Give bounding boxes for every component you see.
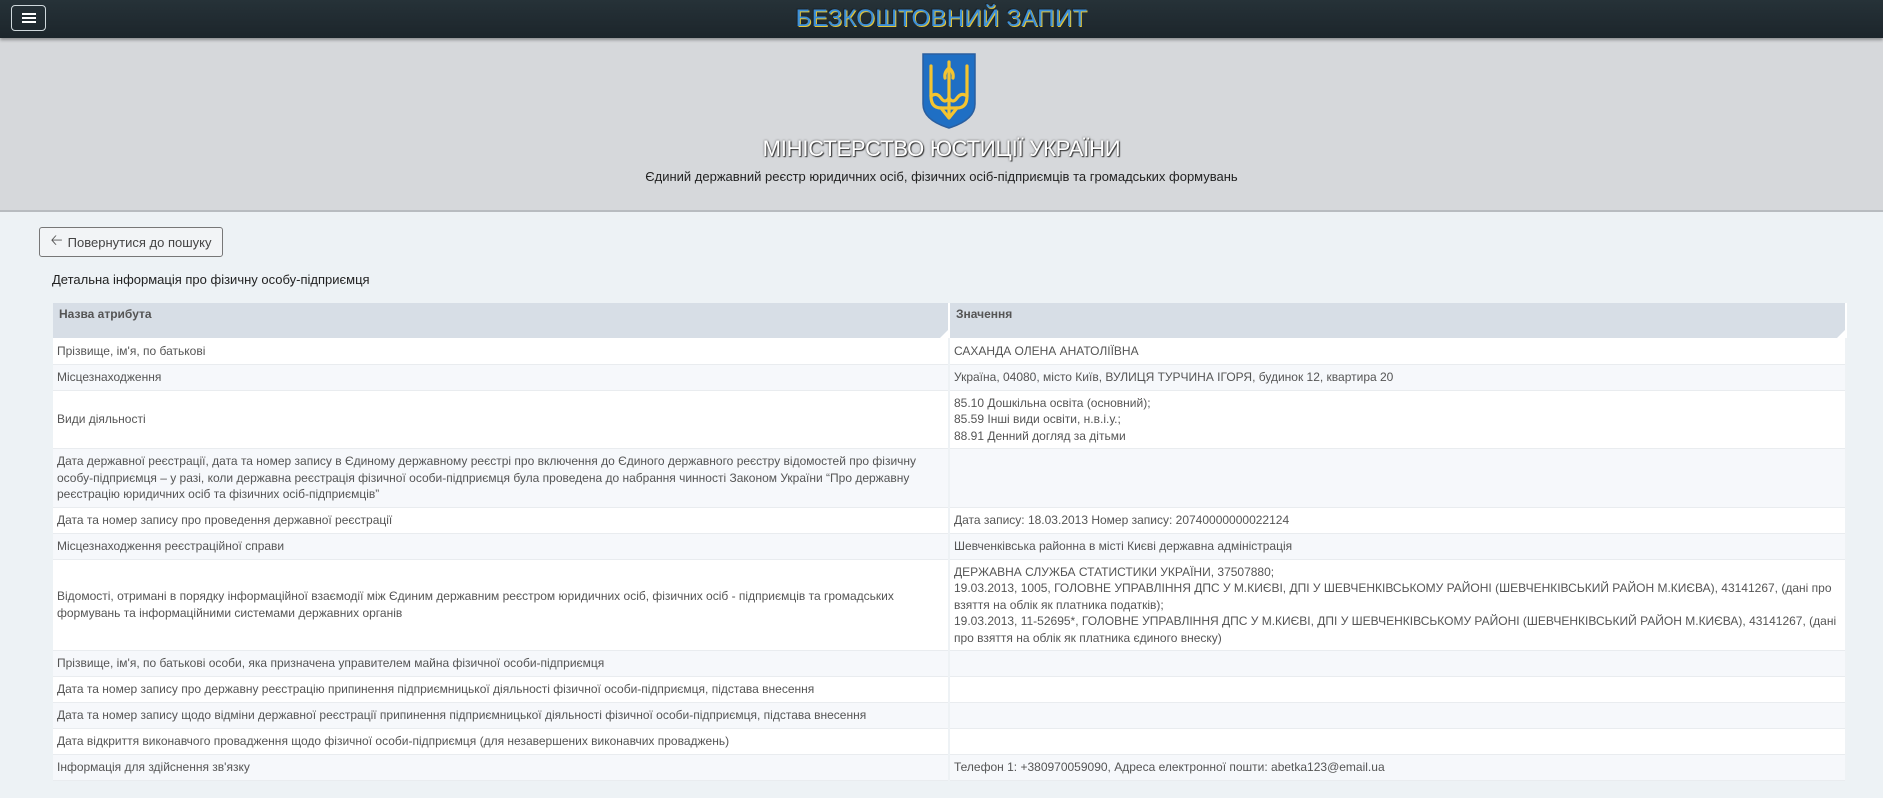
attribute-cell: Види діяльності: [53, 390, 949, 449]
value-line: 19.03.2013, 1005, ГОЛОВНЕ УПРАВЛІННЯ ДПС У М.КИЄВІ, ДПІ У ШЕВЧЕНКІВСЬКОМУ РАЙОНІ (ШЕВЧЕНКІВСЬКИЙ РАЙОН М.КИЄВА), 43141267, (дані про взяття на облік як платника податків);: [954, 581, 1832, 612]
value-cell: [949, 677, 1846, 703]
table-row: [53, 533, 1846, 559]
page-header-title: БЕЗКОШТОВНИЙ ЗАПИТ: [795, 5, 1088, 32]
value-line: Дата запису: 18.03.2013 Номер запису: 20740000000022124: [954, 512, 1290, 527]
attribute-cell: Прізвище, ім'я, по батькові: [53, 338, 949, 364]
attribute-cell: Місцезнаходження реєстраційної справи: [53, 533, 949, 559]
value-cell: [949, 449, 1846, 508]
value-line: 85.59 Інші види освіти, н.в.і.у.;: [954, 412, 1121, 426]
value-cell: [949, 533, 1846, 559]
section-title: Детальна інформація про фізичну особу-підприємця: [52, 272, 370, 287]
table-row: [53, 449, 1846, 508]
value-line: 19.03.2013, 11-52695*, ГОЛОВНЕ УПРАВЛІННЯ ДПС У М.КИЄВІ, ДПІ У ШЕВЧЕНКІВСЬКОМУ РАЙОНІ (ШЕВЧЕНКІВСЬКИЙ РАЙОН М.КИЄВА), 43141267, (дані про взяття на облік як платника єдиного внеску): [954, 614, 1837, 645]
value-cell: [949, 729, 1846, 755]
table-row: [53, 364, 1846, 390]
ministry-banner: [0, 38, 1883, 212]
attribute-cell: Дата відкриття виконавчого провадження щодо фізичної особи-підприємця (для незавершених виконавчих проваджень): [53, 729, 949, 755]
column-header-value[interactable]: Значення: [949, 303, 1846, 338]
back-to-search-button[interactable]: [39, 227, 223, 257]
back-to-search-label: Повернутися до пошуку: [67, 234, 212, 250]
value-cell: [949, 338, 1846, 364]
attribute-cell: Дата та номер запису щодо відміни державної реєстрації припинення підприємницької діяльності фізичної особи-підприємця, підстава внесення: [53, 703, 949, 729]
table-row: [53, 703, 1846, 729]
value-cell: [949, 390, 1846, 449]
table-row: [53, 651, 1846, 677]
value-cell: [949, 703, 1846, 729]
value-cell: [949, 651, 1846, 677]
value-line: Телефон 1: +380970059090, Адреса електронної пошти: abetka123@email.ua: [954, 760, 1385, 775]
attribute-cell: Прізвище, ім'я, по батькові особи, яка призначена управителем майна фізичної особи-підприємця: [53, 651, 949, 677]
table-header-row: [53, 303, 1846, 338]
attribute-cell: Дата державної реєстрації, дата та номер запису в Єдиному державному реєстрі про включення до Єдиного державного реєстру відомостей про фізичну особу-підприємця – у разі, коли державна реєстрація фізичної особи-підприємця була проведена до набрання чинності Законом України “Про державну реєстрацію юридичних осіб та фізичних осіб-підприємців”: [53, 449, 949, 508]
attribute-cell: Відомості, отримані в порядку інформаційної взаємодії між Єдиним державним реєстром юридичних осіб, фізичних осіб - підприємців та громадських формувань та інформаційними системами державних органів: [53, 559, 949, 651]
top-navbar: [0, 0, 1883, 38]
table-row: [53, 338, 1846, 364]
value-line: Україна, 04080, місто Київ, ВУЛИЦЯ ТУРЧИНА ІГОРЯ, будинок 12, квартира 20: [954, 369, 1394, 384]
value-cell: [949, 755, 1846, 781]
attribute-cell: Дата та номер запису про проведення державної реєстрації: [53, 507, 949, 533]
value-line: 85.10 Дошкільна освіта (основний);: [954, 395, 1151, 410]
column-header-attribute[interactable]: Назва атрибута: [53, 303, 949, 338]
value-line: 88.91 Денний догляд за дітьми: [954, 428, 1126, 443]
table-row: [53, 755, 1846, 781]
value-line: Шевченківська районна в місті Києві державна адміністрація: [954, 538, 1293, 553]
attribute-cell: Місцезнаходження: [53, 364, 949, 390]
value-cell: [949, 364, 1846, 390]
register-name: Єдиний державний реєстр юридичних осіб, фізичних осіб-підприємців та громадських формувань: [645, 169, 1238, 184]
attribute-cell: Дата та номер запису про державну реєстрацію припинення підприємницької діяльності фізичної особи-підприємця, підстава внесення: [53, 677, 949, 703]
table-row: [53, 559, 1846, 651]
value-line: ДЕРЖАВНА СЛУЖБА СТАТИСТИКИ УКРАЇНИ, 37507880;: [954, 564, 1275, 579]
table-body: [53, 338, 1846, 781]
value-line: САХАНДА ОЛЕНА АНАТОЛІЇВНА: [954, 343, 1139, 358]
tryzub-icon: [921, 52, 977, 130]
arrow-left-icon: 🡠: [50, 231, 63, 249]
table-row: [53, 677, 1846, 703]
table-row: [53, 729, 1846, 755]
details-table: [53, 303, 1847, 781]
value-cell: [949, 507, 1846, 533]
ministry-name: МІНІСТЕРСТВО ЮСТИЦІЇ УКРАЇНИ: [762, 136, 1121, 161]
table-row: [53, 390, 1846, 449]
value-cell: [949, 559, 1846, 651]
table-row: [53, 507, 1846, 533]
attribute-cell: Інформація для здійснення зв'язку: [53, 755, 949, 781]
